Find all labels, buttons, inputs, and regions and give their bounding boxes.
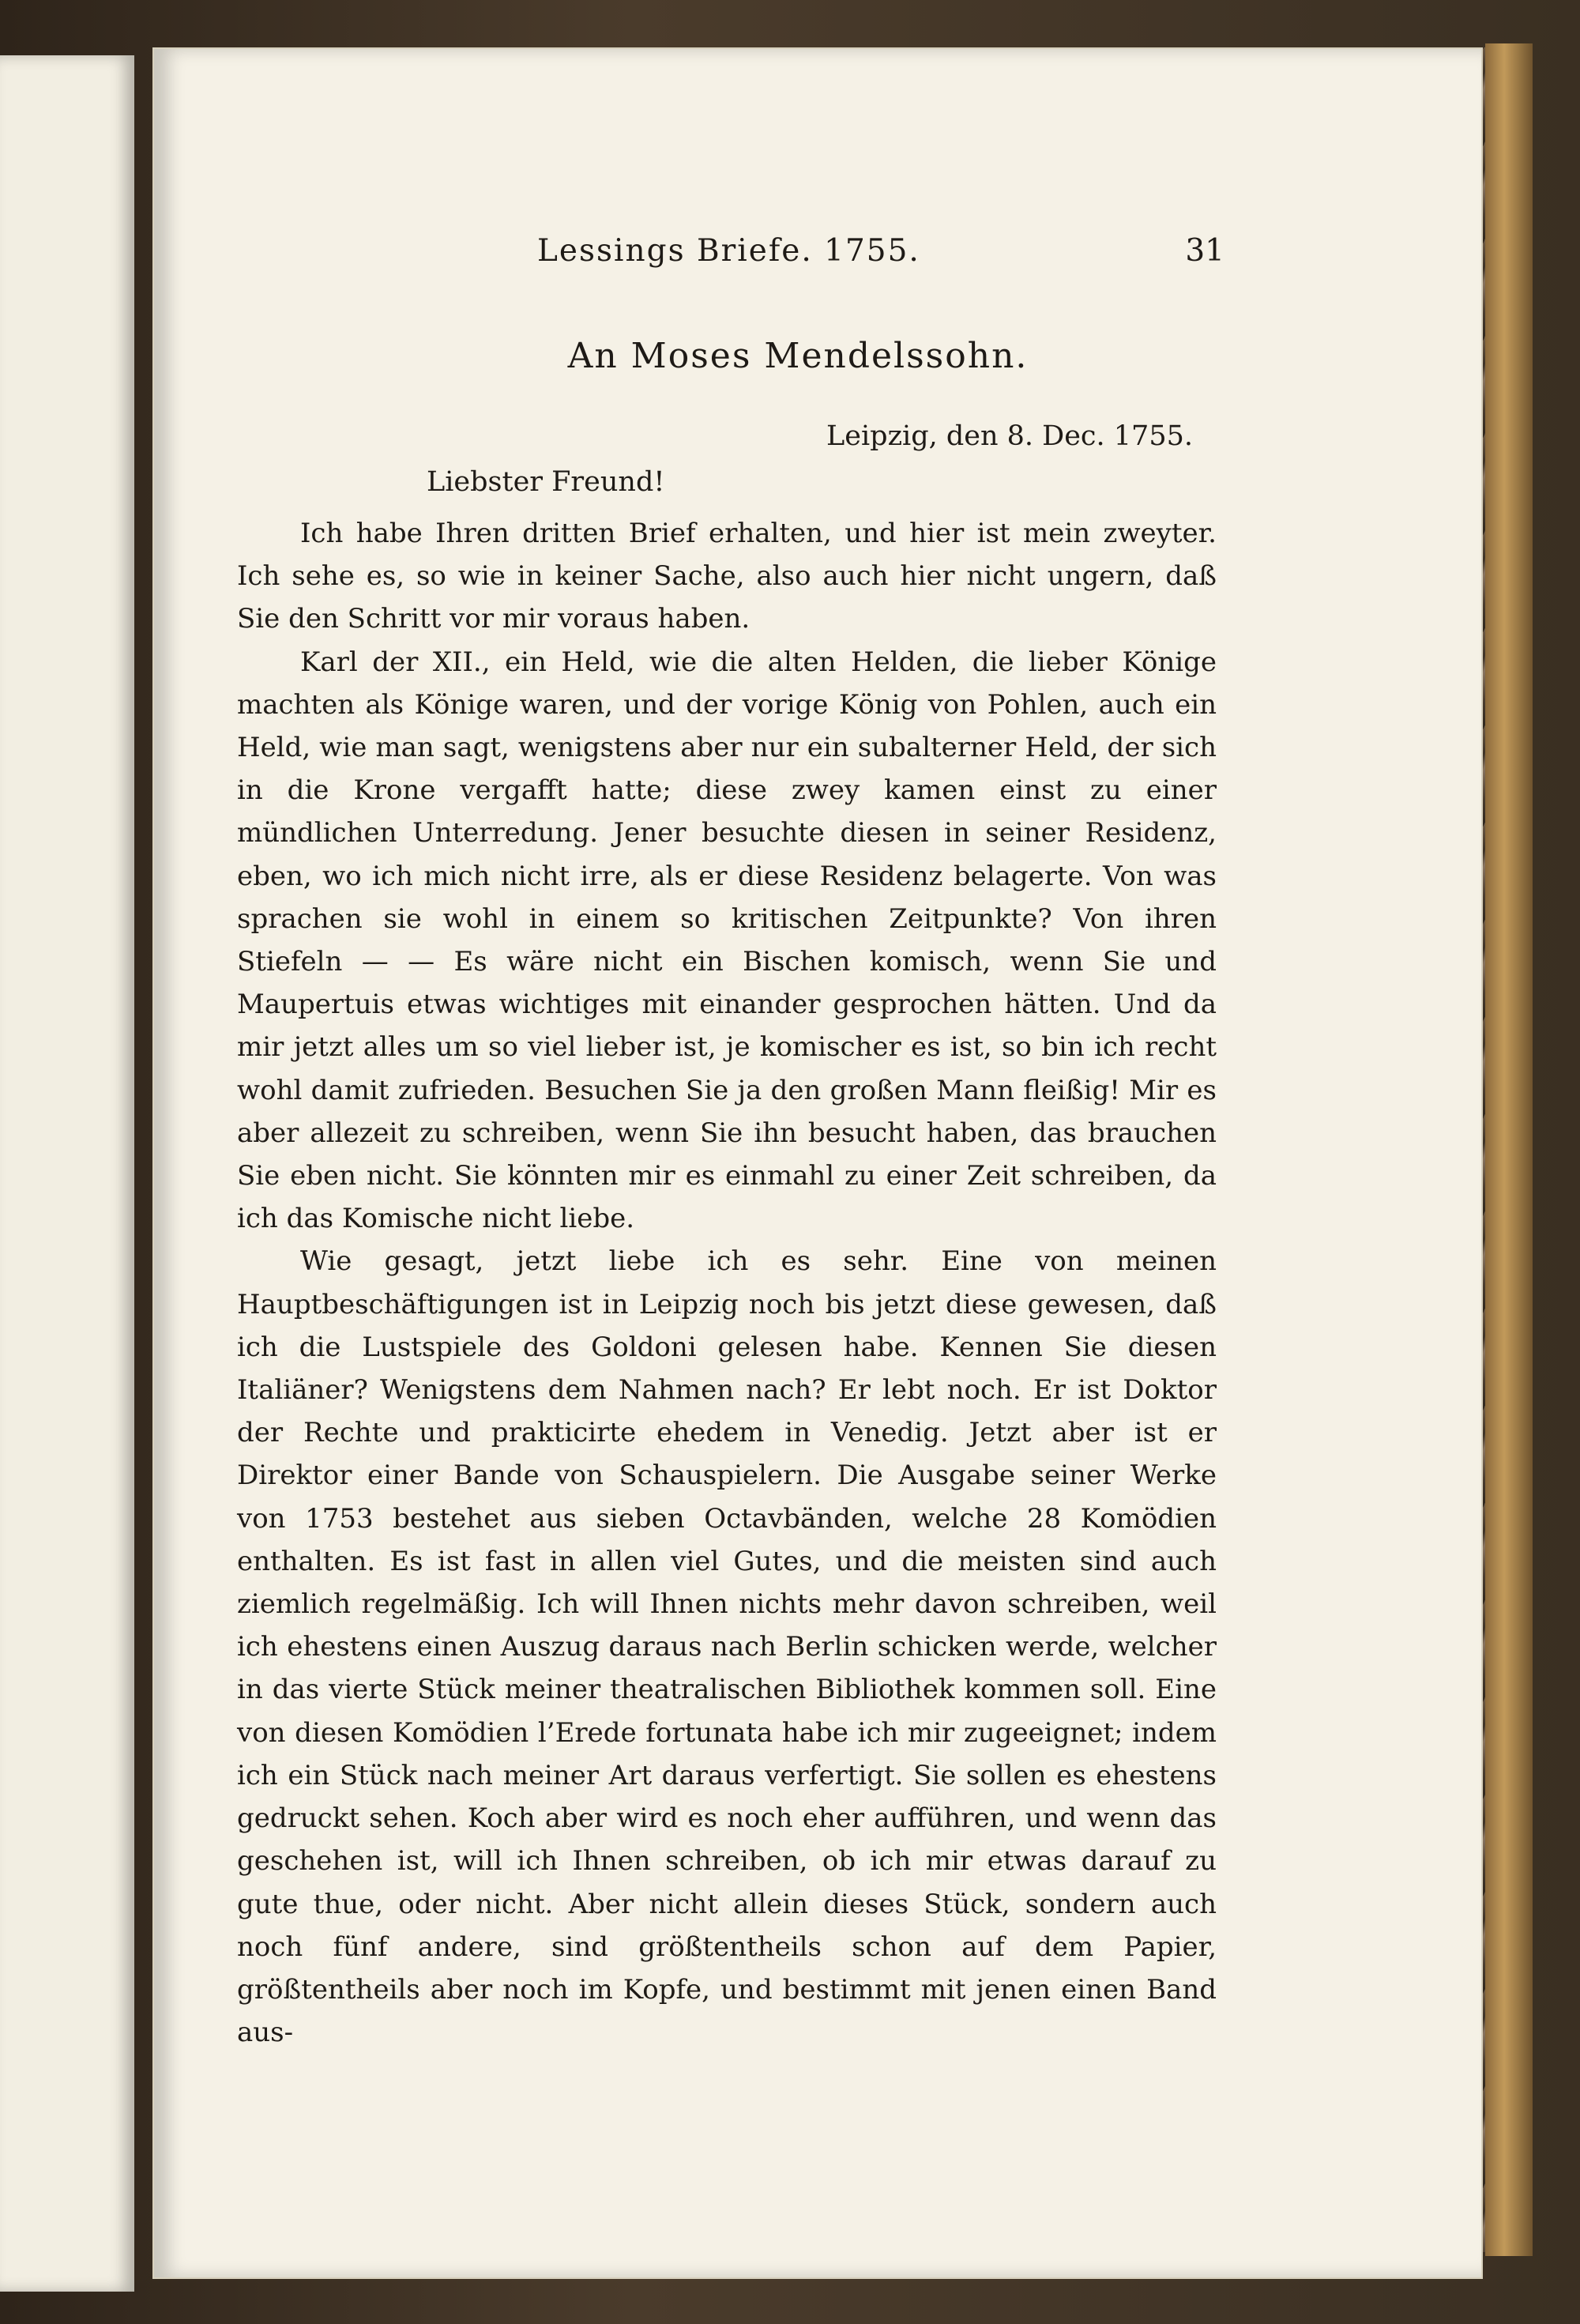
book-spine-edge <box>1485 43 1533 2256</box>
paragraph: Karl der XII., ein Held, wie die alten Helden, die lieber Könige machten als Könige waren, und der vorige König von Pohlen, auch ein Held, wie man sagt, wenigstens aber nur ein subalterner Held, der sich in die Krone vergafft hatte; diese zwey kamen einst zu einer mündlichen Unterredung. Jener besuchte diesen in seiner Residenz, eben, wo ich mich nicht irre, als er diese Residenz belagerte. Von was sprachen sie wohl in einem so kritischen Zeitpunkte? Von ihren Stiefeln — — Es wäre nicht ein Bischen komisch, wenn Sie und Maupertuis etwas wichtiges mit einander gesprochen hätten. Und da mir jetzt alles um so viel lieber ist, je komischer es ist, so bin ich recht wohl damit zufrieden. Besuchen Sie ja den großen Mann fleißig! Mir es aber allezeit zu schreiben, wenn Sie ihn besucht haben, das brauchen Sie eben nicht. Sie könnten mir es einmahl zu einer Zeit schreiben, da ich das Komische nicht liebe. <box>237 646 1217 1235</box>
facing-page <box>0 55 134 2292</box>
page-number: 31 <box>1185 233 1224 269</box>
running-title: Lessings Briefe. 1755. <box>537 233 920 269</box>
letter-salutation: Liebster Freund! <box>427 466 665 498</box>
paragraph: Wie gesagt, jetzt liebe ich es sehr. Eine von meinen Hauptbeschäftigungen ist in Leipzig noch bis jetzt diese gewesen, daß ich die Lustspiele des Goldoni gelesen habe. Kennen Sie diesen Italiäner? Wenigstens dem Nahmen nach? Er lebt noch. Er ist Doktor der Rechte und prakticirte ehedem in Venedig. Jetzt aber ist er Direktor einer Bande von Schauspielern. Die Ausgabe seiner Werke von 1753 bestehet aus sieben Octavbänden, welche 28 Komödien enthalten. Es ist fast in allen viel Gutes, und die meisten sind auch ziemlich regelmäßig. Ich will Ihnen nichts mehr davon schreiben, weil ich ehestens einen Auszug daraus nach Berlin schicken werde, welcher in das vierte Stück meiner theatralischen Bibliothek kommen soll. Eine von diesen Komödien l’Erede fortunata habe ich mir zugeeignet; indem ich ein Stück nach meiner Art daraus verfertigt. Sie sollen es ehestens gedruckt sehen. Koch aber wird es noch eher aufführen, und wenn das geschehen ist, will ich Ihnen schreiben, ob ich mir etwas darauf zu gute thue, oder nicht. Aber nicht allein dieses Stück, sondern auch noch fünf andere, sind größtentheils schon auf dem Papier, größtentheils aber noch im Kopfe, und bestimmt mit jenen einen Band aus- <box>237 1245 1217 2049</box>
paragraph: Ich habe Ihren dritten Brief erhalten, und hier ist mein zweyter. Ich sehe es, so wie in keiner Sache, also auch hier nicht ungern, daß Sie den Schritt vor mir voraus haben. <box>237 518 1217 635</box>
letter-dateline: Leipzig, den 8. Dec. 1755. <box>826 420 1193 452</box>
letter-body <box>237 512 1217 2054</box>
letter-heading: An Moses Mendelssohn. <box>567 336 1029 376</box>
running-header <box>371 233 1224 277</box>
